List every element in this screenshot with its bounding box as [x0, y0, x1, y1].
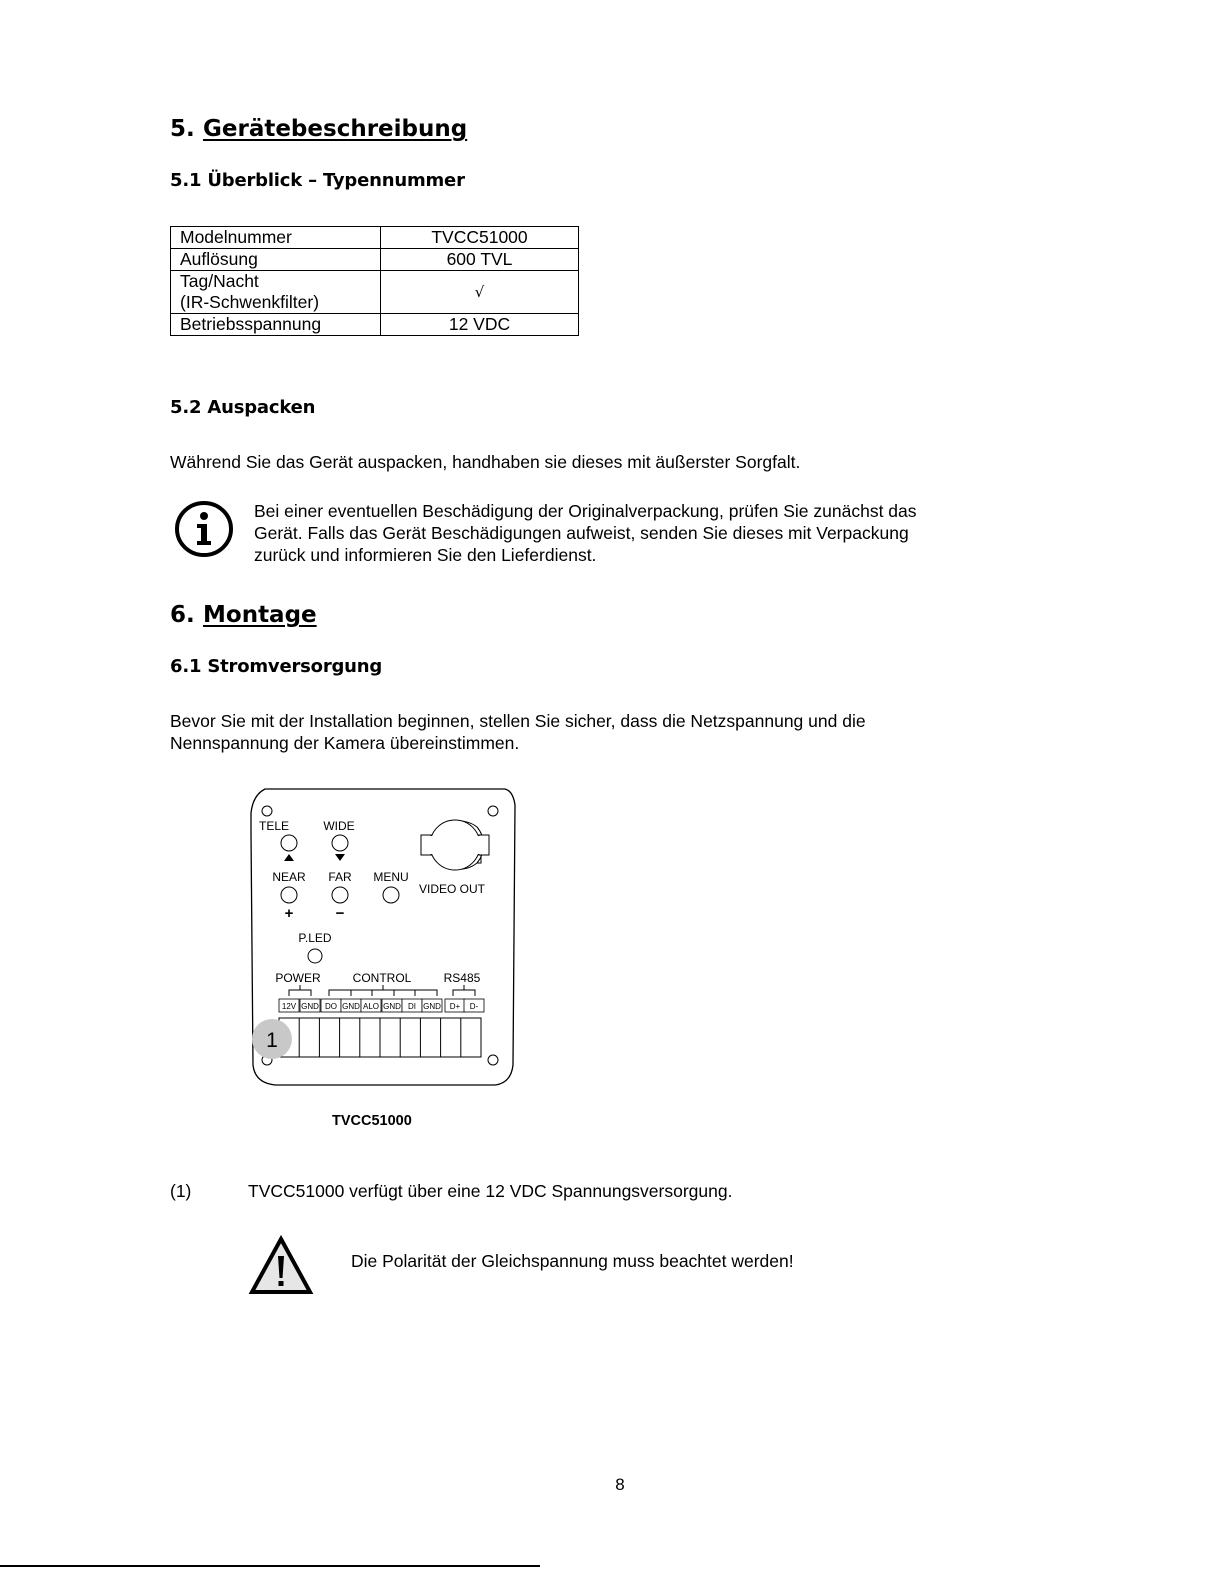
subsection-6-1-heading: 6.1 Stromversorgung: [170, 656, 383, 677]
terminal-label: 12V: [281, 1002, 297, 1011]
terminal-label: GND: [423, 1002, 441, 1011]
info-note: [254, 500, 917, 566]
table-row: [171, 227, 579, 249]
diagram-caption: TVCC51000: [332, 1113, 412, 1129]
terminal-label: GND: [301, 1002, 319, 1011]
note-line: Gerät. Falls das Gerät Beschädigungen aufweist, senden Sie dieses mit Verpackung: [254, 523, 909, 543]
terminal-label: D-: [469, 1002, 479, 1011]
terminal-label: GND: [383, 1002, 401, 1011]
warning-text: Die Polarität der Gleichspannung muss beachtet werden!: [351, 1251, 794, 1271]
screw-hole: [488, 806, 498, 816]
plus-icon: +: [284, 905, 294, 922]
power-bracket: [289, 985, 311, 996]
control-bracket: [329, 985, 437, 996]
arrow-down-icon: [335, 854, 345, 861]
label-rs485: RS485: [443, 971, 481, 985]
table-cell-label: Modelnummer: [171, 227, 381, 249]
label-near: NEAR: [272, 870, 306, 884]
spec-table: [170, 226, 579, 336]
table-cell-label: Auflösung: [171, 249, 381, 271]
camera-rear-panel-diagram: [245, 783, 520, 1093]
table-row: [171, 271, 579, 314]
table-cell-value: 12 VDC: [381, 314, 579, 336]
note-line: zurück und informieren Sie den Lieferdienst.: [254, 545, 597, 565]
table-cell-value: 600 TVL: [381, 249, 579, 271]
label-tele: TELE: [258, 819, 290, 833]
paragraph-line: Bevor Sie mit der Installation beginnen, stellen Sie sicher, dass die Netzspannung und die: [170, 711, 866, 731]
subsection-5-1-heading: 5.1 Überblick – Typennummer: [170, 170, 465, 191]
label-menu: MENU: [373, 870, 409, 884]
footer-divider: [0, 1565, 540, 1567]
wide-button: [332, 835, 348, 851]
menu-button: [383, 887, 399, 903]
rs485-bracket: [453, 985, 475, 996]
table-row: [171, 249, 579, 271]
section-6-heading: [170, 602, 317, 628]
page-number: 8: [615, 1475, 625, 1494]
label-far: FAR: [328, 870, 352, 884]
tele-button: [281, 835, 297, 851]
label-control: CONTROL: [352, 971, 412, 985]
terminal-label: DO: [325, 1002, 337, 1011]
subsection-5-2-heading: 5.2 Auspacken: [170, 397, 316, 418]
arrow-up-icon: [284, 854, 294, 861]
paragraph: Während Sie das Gerät auspacken, handhaben sie dieses mit äußerster Sorgfalt.: [170, 452, 801, 472]
terminal-label: DI: [408, 1002, 416, 1011]
section-title: Montage: [203, 602, 317, 628]
table-cell-label: [171, 271, 381, 314]
label-video-out: VIDEO OUT: [418, 882, 486, 896]
warning-icon: [248, 1234, 314, 1296]
label-pled: P.LED: [298, 931, 332, 945]
section-title: Gerätebeschreibung: [203, 116, 468, 142]
paragraph: [170, 710, 866, 754]
section-number: 6.: [170, 602, 195, 628]
paragraph-line: Nennspannung der Kamera übereinstimmen.: [170, 733, 520, 753]
terminal-label: ALO: [362, 1002, 380, 1011]
near-button: [281, 887, 297, 903]
table-row: [171, 314, 579, 336]
note-line: Bei einer eventuellen Beschädigung der Originalverpackung, prüfen Sie zunächst das: [254, 501, 917, 521]
table-cell-label: Betriebsspannung: [171, 314, 381, 336]
list-item-number: (1): [170, 1181, 192, 1201]
info-icon: [172, 499, 236, 559]
table-cell-value: √: [381, 271, 579, 314]
section-number: 5.: [170, 116, 195, 142]
terminal-label: GND: [342, 1002, 360, 1011]
screw-hole: [488, 1055, 498, 1065]
label-line: Tag/Nacht: [180, 271, 259, 291]
callout-number: 1: [266, 1029, 278, 1052]
terminal-label: D+: [449, 1002, 461, 1011]
minus-icon: −: [335, 905, 345, 922]
label-line: (IR-Schwenkfilter): [180, 292, 320, 312]
list-item-text: TVCC51000 verfügt über eine 12 VDC Spannungsversorgung.: [248, 1181, 733, 1201]
section-5-heading: [170, 116, 467, 142]
far-button: [332, 887, 348, 903]
power-led: [308, 949, 322, 963]
label-power: POWER: [275, 971, 321, 985]
label-wide: WIDE: [323, 819, 355, 833]
table-cell-value: TVCC51000: [381, 227, 579, 249]
screw-hole: [262, 806, 272, 816]
